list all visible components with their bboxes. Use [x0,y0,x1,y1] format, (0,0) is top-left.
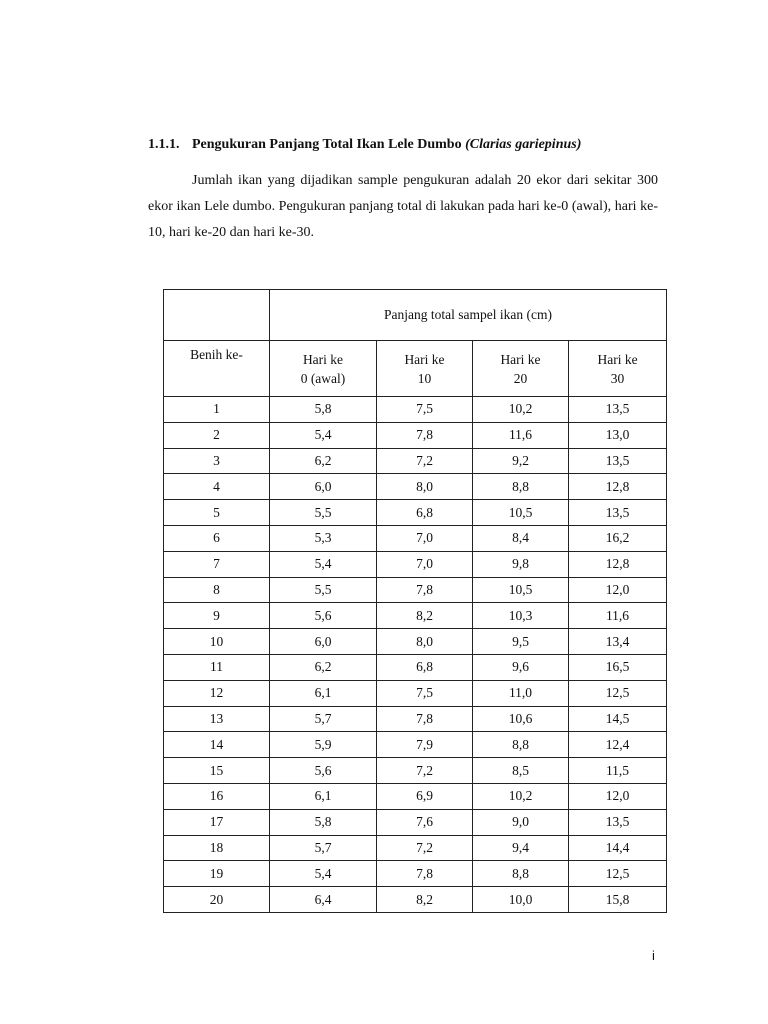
table-row [164,706,667,732]
table-row [164,680,667,706]
seed-number-cell: 14 [164,732,270,758]
length-value-cell: 7,0 [377,551,473,577]
length-value-cell: 10,5 [473,577,569,603]
length-value-cell: 7,8 [377,706,473,732]
table-column-header [164,341,270,397]
table-row [164,809,667,835]
length-value-cell: 6,8 [377,654,473,680]
length-value-cell: 11,6 [569,603,667,629]
length-value-cell: 15,8 [569,887,667,913]
length-value-cell: 9,4 [473,835,569,861]
table-row [164,500,667,526]
column-header-line1: Hari ke [500,351,541,367]
column-header-line1: Hari ke [404,351,445,367]
column-header-line1: Benih ke- [190,347,243,362]
scientific-name: (Clarias gariepinus) [465,137,582,152]
column-header-line2: 0 (awal) [300,370,346,386]
length-value-cell: 8,5 [473,758,569,784]
table-row [164,783,667,809]
table-row [164,448,667,474]
table-column-header [569,341,667,397]
length-value-cell: 5,8 [270,397,377,423]
length-value-cell: 8,4 [473,525,569,551]
seed-number-cell: 15 [164,758,270,784]
seed-number-cell: 7 [164,551,270,577]
length-value-cell: 10,2 [473,397,569,423]
length-value-cell: 7,6 [377,809,473,835]
column-header-line2: 10 [417,370,432,386]
table-row [164,577,667,603]
length-value-cell: 5,8 [270,809,377,835]
length-value-cell: 8,8 [473,861,569,887]
table-row [164,397,667,423]
length-value-cell: 7,9 [377,732,473,758]
length-value-cell: 7,2 [377,448,473,474]
length-value-cell: 10,5 [473,500,569,526]
table-row [164,758,667,784]
length-value-cell: 7,2 [377,835,473,861]
length-value-cell: 16,2 [569,525,667,551]
length-value-cell: 8,2 [377,603,473,629]
seed-number-cell: 3 [164,448,270,474]
table-row [164,422,667,448]
length-value-cell: 12,5 [569,680,667,706]
length-value-cell: 6,0 [270,629,377,655]
length-value-cell: 9,5 [473,629,569,655]
length-value-cell: 13,5 [569,809,667,835]
length-value-cell: 5,4 [270,861,377,887]
seed-number-cell: 19 [164,861,270,887]
seed-number-cell: 16 [164,783,270,809]
column-header-line1: Hari ke [597,351,638,367]
length-value-cell: 6,0 [270,474,377,500]
length-value-cell: 7,8 [377,577,473,603]
length-value-cell: 10,6 [473,706,569,732]
table-row [164,603,667,629]
seed-number-cell: 8 [164,577,270,603]
length-value-cell: 14,4 [569,835,667,861]
length-value-cell: 8,0 [377,474,473,500]
length-value-cell: 9,2 [473,448,569,474]
length-value-cell: 8,8 [473,732,569,758]
length-value-cell: 11,0 [473,680,569,706]
length-value-cell: 8,8 [473,474,569,500]
length-value-cell: 9,8 [473,551,569,577]
length-value-cell: 5,3 [270,525,377,551]
length-value-cell: 5,6 [270,603,377,629]
length-value-cell: 6,9 [377,783,473,809]
seed-number-cell: 5 [164,500,270,526]
length-value-cell: 5,4 [270,422,377,448]
length-value-cell: 7,8 [377,422,473,448]
table-row [164,835,667,861]
fish-length-table [163,289,667,913]
length-value-cell: 9,0 [473,809,569,835]
length-value-cell: 13,4 [569,629,667,655]
length-value-cell: 6,1 [270,783,377,809]
length-value-cell: 5,5 [270,500,377,526]
length-value-cell: 6,2 [270,448,377,474]
body-paragraph [148,168,658,246]
length-value-cell: 7,2 [377,758,473,784]
length-value-cell: 10,2 [473,783,569,809]
length-value-cell: 5,4 [270,551,377,577]
page-number: i [652,948,655,963]
length-value-cell: 12,0 [569,783,667,809]
length-value-cell: 5,5 [270,577,377,603]
length-value-cell: 6,2 [270,654,377,680]
table-row [164,654,667,680]
column-header-line1: Hari ke [302,351,344,367]
length-value-cell: 7,8 [377,861,473,887]
length-value-cell: 6,8 [377,500,473,526]
column-header-line2: 30 [610,370,625,386]
table-row [164,732,667,758]
table-column-header-row [164,341,667,397]
length-value-cell: 6,4 [270,887,377,913]
length-value-cell: 7,5 [377,397,473,423]
length-value-cell: 7,0 [377,525,473,551]
section-number: 1.1.1. [148,137,180,152]
length-value-cell: 9,6 [473,654,569,680]
table-corner-cell [164,290,270,341]
length-value-cell: 6,1 [270,680,377,706]
length-value-cell: 13,5 [569,500,667,526]
seed-number-cell: 6 [164,525,270,551]
seed-number-cell: 4 [164,474,270,500]
table-row [164,629,667,655]
length-value-cell: 12,4 [569,732,667,758]
seed-number-cell: 11 [164,654,270,680]
seed-number-cell: 9 [164,603,270,629]
length-value-cell: 12,5 [569,861,667,887]
table-row [164,887,667,913]
seed-number-cell: 13 [164,706,270,732]
length-value-cell: 11,5 [569,758,667,784]
length-value-cell: 13,5 [569,397,667,423]
seed-number-cell: 1 [164,397,270,423]
column-header-line2: 20 [513,370,528,386]
length-value-cell: 7,5 [377,680,473,706]
length-value-cell: 5,9 [270,732,377,758]
seed-number-cell: 12 [164,680,270,706]
length-value-cell: 10,3 [473,603,569,629]
length-value-cell: 10,0 [473,887,569,913]
table-group-header-row [164,290,667,341]
length-value-cell: 16,5 [569,654,667,680]
length-value-cell: 13,0 [569,422,667,448]
length-value-cell: 12,8 [569,474,667,500]
length-value-cell: 13,5 [569,448,667,474]
seed-number-cell: 18 [164,835,270,861]
table-row [164,861,667,887]
body-paragraph-text: Jumlah ikan yang dijadikan sample pengukuran adalah 20 ekor dari sekitar 300 ekor ikan Lele dumbo. Pengukuran panjang total di lakukan pada hari ke-0 (awal), hari ke-10, hari ke-20 dan hari ke-30. [148,173,658,240]
seed-number-cell: 10 [164,629,270,655]
length-value-cell: 12,0 [569,577,667,603]
length-value-cell: 14,5 [569,706,667,732]
table-group-header: Panjang total sampel ikan (cm) [270,290,667,341]
table-column-header [473,341,569,397]
seed-number-cell: 17 [164,809,270,835]
seed-number-cell: 20 [164,887,270,913]
table-row [164,525,667,551]
length-value-cell: 8,2 [377,887,473,913]
table-row [164,551,667,577]
length-value-cell: 5,7 [270,835,377,861]
section-title: Pengukuran Panjang Total Ikan Lele Dumbo [192,137,462,152]
seed-number-cell: 2 [164,422,270,448]
table-column-header [270,341,377,397]
table-row [164,474,667,500]
table-column-header [377,341,473,397]
length-value-cell: 5,6 [270,758,377,784]
length-value-cell: 12,8 [569,551,667,577]
length-value-cell: 8,0 [377,629,473,655]
section-heading [148,137,581,153]
length-value-cell: 5,7 [270,706,377,732]
length-value-cell: 11,6 [473,422,569,448]
